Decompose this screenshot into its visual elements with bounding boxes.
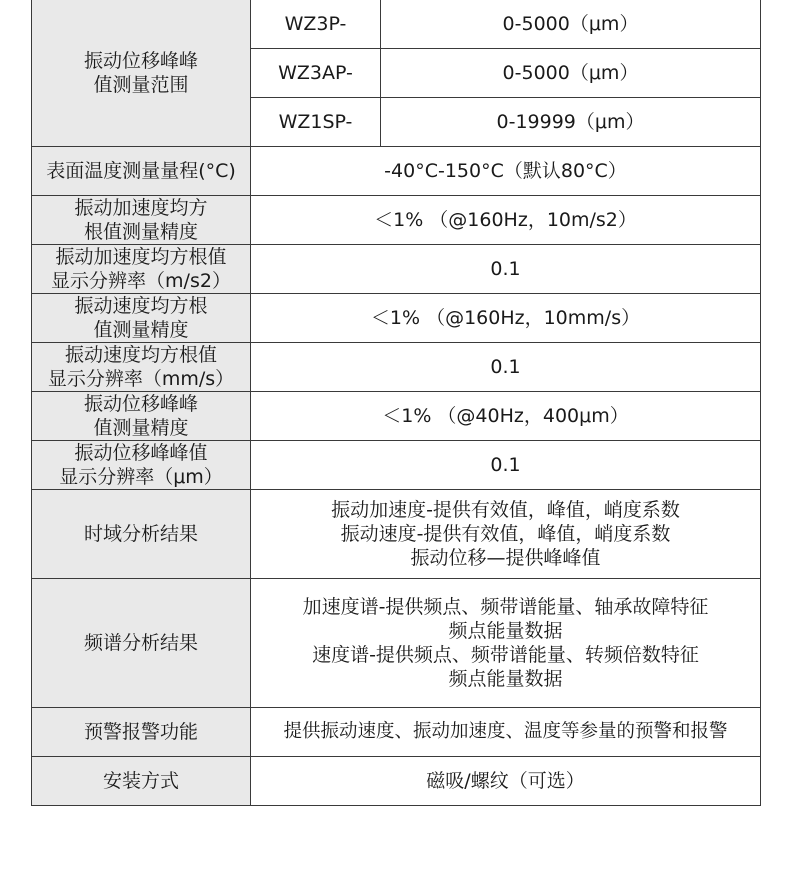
row-label: 振动位移峰峰 值测量精度	[32, 392, 251, 441]
model-name: WZ1SP-	[251, 98, 381, 147]
row-value: 提供振动速度、振动加速度、温度等参量的预警和报警	[251, 708, 761, 757]
table-row	[32, 392, 761, 441]
row-value: ＜1% （@40Hz，400μm）	[251, 392, 761, 441]
table-row	[32, 343, 761, 392]
row-label: 预警报警功能	[32, 708, 251, 757]
row-label: 振动速度均方根值 显示分辨率（mm/s）	[32, 343, 251, 392]
row-label: 振动位移峰峰值 显示分辨率（μm）	[32, 441, 251, 490]
row-value: 0.1	[251, 343, 761, 392]
table-row	[32, 196, 761, 245]
row-label: 振动加速度均方 根值测量精度	[32, 196, 251, 245]
model-range: 0-5000（μm）	[381, 0, 761, 49]
row-label: 表面温度测量量程(°C)	[32, 147, 251, 196]
table-row	[32, 147, 761, 196]
row-label: 频谱分析结果	[32, 579, 251, 708]
row-value: 加速度谱-提供频点、频带谱能量、轴承故障特征 频点能量数据 速度谱-提供频点、频带谱能量、转频倍数特征 频点能量数据	[251, 579, 761, 708]
table-row	[32, 757, 761, 806]
row-value: ＜1% （@160Hz，10m/s2）	[251, 196, 761, 245]
row-value: -40°C-150°C（默认80°C）	[251, 147, 761, 196]
row-value: 0.1	[251, 441, 761, 490]
row-value: ＜1% （@160Hz，10mm/s）	[251, 294, 761, 343]
model-range: 0-19999（μm）	[381, 98, 761, 147]
table-row	[32, 294, 761, 343]
table-row	[32, 708, 761, 757]
row-label: 振动速度均方根 值测量精度	[32, 294, 251, 343]
model-name: WZ3AP-	[251, 49, 381, 98]
table-row	[32, 490, 761, 579]
model-name: WZ3P-	[251, 0, 381, 49]
row-value: 0.1	[251, 245, 761, 294]
table-row	[32, 441, 761, 490]
table-row	[32, 579, 761, 708]
row-label: 时域分析结果	[32, 490, 251, 579]
row-label: 安装方式	[32, 757, 251, 806]
spec-table	[31, 0, 761, 806]
table-row	[32, 0, 761, 49]
model-range: 0-5000（μm）	[381, 49, 761, 98]
row-label: 振动加速度均方根值 显示分辨率（m/s2）	[32, 245, 251, 294]
row-value: 振动加速度-提供有效值，峰值，峭度系数 振动速度-提供有效值，峰值，峭度系数 振动位移—提供峰峰值	[251, 490, 761, 579]
row-value: 磁吸/螺纹（可选）	[251, 757, 761, 806]
table-row	[32, 245, 761, 294]
row-label: 振动位移峰峰 值测量范围	[32, 0, 251, 147]
